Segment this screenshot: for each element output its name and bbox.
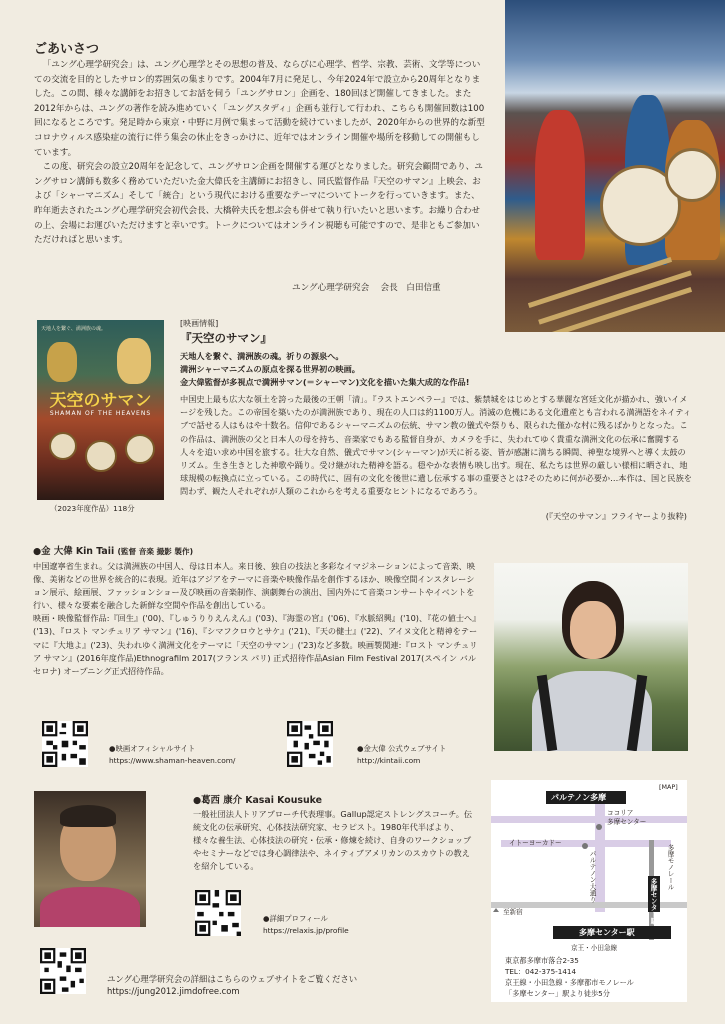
greeting-body — [34, 58, 488, 248]
qr-code-film-site[interactable] — [42, 721, 88, 767]
lines-label: 京王・小田急線 — [571, 944, 618, 952]
qr-code-society-site[interactable] — [40, 948, 86, 994]
kasai-name: ●葛西 康介 Kasai Kousuke — [193, 795, 322, 806]
kin-heading — [33, 543, 193, 557]
ritual-photo — [505, 0, 725, 332]
access-text: 「多摩センター」駅より徒歩5分 — [505, 989, 610, 998]
tagline-line: 金大偉監督が多視点で満洲サマン(＝シャーマン)文化を描いた集大成的な作品! — [180, 377, 470, 388]
kasai-profile-label: ●詳細プロフィール — [263, 914, 328, 923]
film-site-link[interactable]: https://www.shaman-heaven.com/ — [109, 756, 236, 765]
greeting-title: ごあいさつ — [34, 42, 100, 57]
film-poster — [37, 320, 164, 500]
shinjuku-label: 至新宿 — [503, 908, 523, 916]
greeting-paragraph: 「ユング心理学研究会」は、ユング心理学とその思想の普及、ならびに心理学、哲学、宗教、芸術、文学等についての交流を目的としたサロン的雰囲気の集まりです。2004年7月に発足し、今年2024年で設立から20周年となりました。この間、様々な講師をお招きしてお話を伺う「ユングサロン」企画を、180回ほど開催してきました。また2012年からは、ユングの著作を読み進めていく「ユングスタディ」企画も並行して行われ、こちらも開催回数は100回になるところです。発足時から東京・中野に月例で集まって活動を続けていましたが、2020年からの世界的な新型コロナウィルス感染症の流行に伴う集会の休止をきっかけに、近年ではオンライン開催や場所を移動しての開催もしています。 — [34, 60, 485, 158]
footer-link[interactable]: https://jung2012.jimdofree.com — [107, 986, 240, 996]
qr-code-kasai-profile[interactable] — [195, 890, 241, 936]
kasai-portrait — [34, 791, 146, 927]
direction-arrow — [493, 908, 499, 912]
access-text: 京王線・小田急線・多摩都市モノレール — [505, 978, 634, 987]
parthenon-avenue-label: パルテノン大通り — [588, 850, 596, 903]
footer-text: ユング心理学研究会の詳細はこちらのウェブサイトをご覧ください — [107, 974, 358, 984]
poster-subtitle: SHAMAN OF THE HEAVENS — [49, 410, 152, 417]
film-tagline — [180, 350, 500, 390]
address-text: 東京都多摩市落合2-35 — [505, 956, 579, 965]
qr-code-kin-site[interactable] — [287, 721, 333, 767]
kin-site-label: ●金大偉 公式ウェブサイト — [357, 744, 447, 753]
tagline-line: 満洲シャーマニズムの原点を探る世界初の映画。 — [180, 364, 360, 375]
kasai-profile-link[interactable]: https://relaxis.jp/profile — [263, 926, 349, 935]
greeting-signature: ユング心理学研究会 会長 白田信重 — [292, 283, 441, 293]
poster-tagline: 天地人を繋ぐ、満洲族の魂。 — [41, 326, 106, 332]
kin-role: (監督 音楽 撮影 製作) — [117, 547, 194, 556]
greeting-paragraph: この度、研究会の設立20周年を記念して、ユングサロン企画を開催する運びとなりました。研究会顧問であり、ユングサロン講師も数多く務めていただいた金大偉氏を主講師にお招きし、同氏監督作品『天空のサマン』上映会、および「シャーマニズム」そして「統合」という現代における重要なテーマについてトークを行っていきます。また、昨年逝去されたユング心理学研究会初代会長、大橋幹夫氏を想ぶ会も併せて執り行いたいと思います。お繰り合わせの上、会場にお運びいただけますと幸いです。トークについてはオンライン視聴も可能ですので、是非ともご参加いただければと思います。 — [34, 162, 483, 246]
cocoria-marker — [596, 824, 602, 830]
kin-bio-block — [33, 560, 479, 678]
tel-text: TEL：042-375-1414 — [505, 967, 577, 976]
kin-works: 映画・映像監督作品:『回生』('00)、『しゅうりりえんえん』('03)、『海霊の宮』('06)、『水脈紹興』('10)、『花の値士へ』('13)、『ロスト マンチュリア サマン』('16)、『シマフクロウとサケ』('21)、『天の健士』('22)、アイヌ文化と精神をテーマに『大地よ』('23)、失われゆく満洲文化をテーマに「天空のサマン」('23)など多数。映画製関連:『ロスト マンチュリア サマン』(2016年度作品)Ethnografilm 2017(フランス パリ) 正式招待作品Asian Film Festival 2017(スペイン バルセロナ) オープニング正式招待作品。 — [33, 613, 478, 676]
kin-name: ●金 大偉 Kin Taii — [33, 546, 115, 557]
kin-bio: 中国遼寧省生まれ。父は満洲族の中国人、母は日本人。来日後、独自の技法と多彩なイマジネーションによって音楽、映像、美術などの世界を統合的に表現。近年はアジアをテーマに音楽や映像作品を創作するほか、映像空間インスタレーション展示、絵画展、ファッションショー及び映画の音楽制作、演劇舞台の演出、国内外にて音楽コンサートやイベントを行い、様々な要素を融合した新鮮な空間や作品を創出している。 — [33, 561, 476, 611]
poster-title: 天空のサマン — [49, 391, 152, 411]
monorail-station-label: 多摩センター駅 — [649, 878, 657, 925]
station-label: 多摩センター駅 — [579, 928, 635, 937]
monorail-label: 多摩モノレール — [666, 844, 674, 891]
film-site-label: ●映画オフィシャルサイト — [109, 744, 196, 753]
kin-site-link[interactable]: http://kintaii.com — [357, 756, 421, 765]
tagline-line: 天地人を繋ぐ、満洲族の魂。祈りの源泉へ。 — [180, 351, 344, 361]
poster-caption: （2023年度作品）118分 — [50, 504, 135, 513]
film-info-tag: [映画情報] — [180, 319, 219, 328]
film-title: 『天空のサマン』 — [180, 331, 272, 345]
film-credit: (『天空のサマン』フライヤーより抜粋) — [545, 511, 687, 521]
ito-yokado-label: イトーヨーカドー — [509, 839, 562, 847]
kin-portrait — [494, 563, 688, 751]
venue-label: パルテノン多摩 — [551, 793, 607, 802]
center-label: 多摩センター — [607, 818, 647, 826]
ito-yokado-marker — [582, 843, 588, 849]
map-tag: [MAP] — [659, 783, 678, 791]
cocoria-label: ココリア — [607, 809, 634, 817]
map-road — [491, 816, 687, 823]
film-synopsis: 中国史上最も広大な領土を誇った最後の王朝「清」。『ラストエンペラー』では、紫禁城をはじめとする華麗な宮廷文化が描かれ、強いイメージを残した。この帝国を築いたのが満洲族であり、現在の人口は約1100万人。消滅の危機にある文化遺産とも言われる満洲語をネイティブで話せる人はもはや十数名。信仰であるシャーマニズムの伝統、サマン教の儀式や祭りも、限られた僅かな村に残るばかりとなった。この作品は、満洲族の父と日本人の母を持ち、音楽家でもある監督自身が、カメラを手に、失われてゆく貴重な満洲文化の伝承に奮闘する人々を追い求め中国を旅する。壮大な自然、儀式でサマン(シャーマン)が天に祈る姿、皆が感謝に満ちる瞬間、神聖な境界へと導く太鼓のリズム。生き生きとした神歌や踊り。受け継がれた精神を語る。穏やかな表情も映し出す。現在、私たちは世界の厳しい様相に晒され、地球規模の転換点に立っている。この時代に、固有の文化を後世に遺し伝承する事の重要さとは?そのために何が必要か…本作は、国と民族を問わず、観た人それぞれが人類のこれからを考える重要なヒントになるであろう。 — [180, 394, 692, 497]
venue-map — [491, 780, 687, 1002]
kasai-bio: 一般社団法人トリアプローチ代表理事。Gallup認定ストレングスコーチ。伝統文化の伝承研究、心体技法研究家、セラピスト。1980年代半ばより、様々な養生法、心体技法の研究・伝承・修煉を続け、自身のワークショップやセミナーなどでは身心調律法や、ネイティブアメリカンのスカウトの教えを紹介している。 — [193, 809, 473, 872]
